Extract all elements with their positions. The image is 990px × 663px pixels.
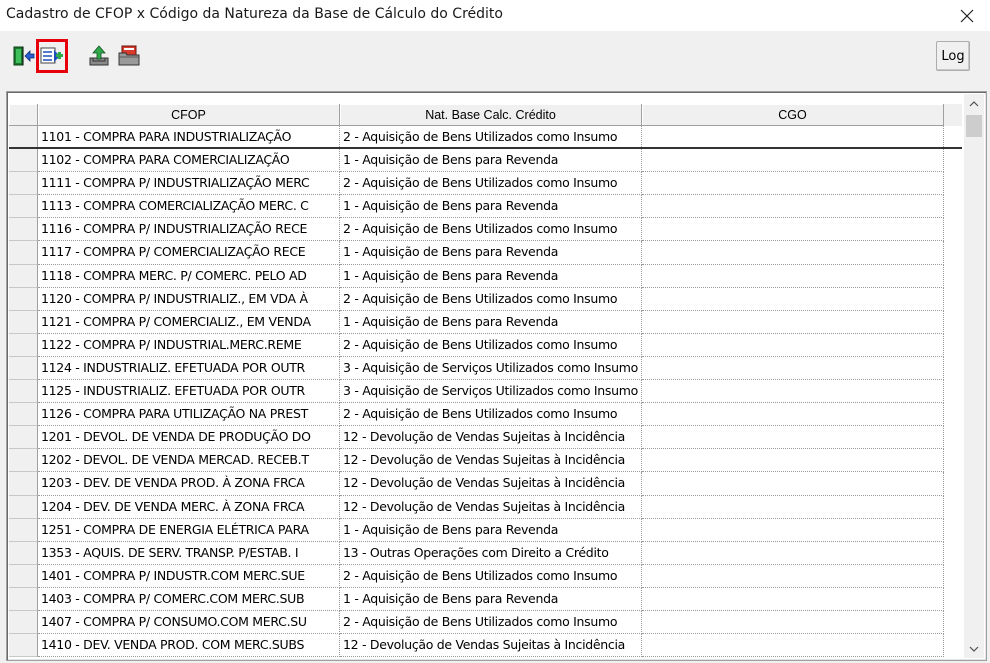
row-indicator[interactable] [9,288,38,311]
cell-nat-base[interactable]: 1 - Aquisição de Bens para Revenda [340,149,642,172]
cell-cfop[interactable]: 1201 - DEVOL. DE VENDA DE PRODUÇÃO DO [38,426,340,449]
cell-cfop[interactable]: 1120 - COMPRA P/ INDUSTRIALIZ., EM VDA À [38,288,340,311]
add-record-icon [40,45,64,67]
cell-cfop[interactable]: 1101 - COMPRA PARA INDUSTRIALIZAÇÃO [38,126,340,147]
row-indicator[interactable] [9,472,38,495]
cell-cfop[interactable]: 1118 - COMPRA MERC. P/ COMERC. PELO AD [38,265,340,288]
row-indicator[interactable] [9,634,38,657]
cell-cfop[interactable]: 1122 - COMPRA P/ INDUSTRIAL.MERC.REME [38,334,340,357]
column-header-cgo[interactable]: CGO [642,104,944,126]
cell-nat-base[interactable]: 2 - Aquisição de Bens Utilizados como Insumo [340,126,642,147]
cell-cgo[interactable] [642,380,944,403]
table-row[interactable] [9,380,962,403]
cell-nat-base[interactable]: 13 - Outras Operações com Direito a Crédito [340,542,642,565]
cell-nat-base[interactable]: 12 - Devolução de Vendas Sujeitas à Incidência [340,449,642,472]
cell-cgo[interactable] [642,496,944,519]
row-indicator[interactable] [9,265,38,288]
table-row[interactable] [9,588,962,611]
cell-cgo[interactable] [642,288,944,311]
cell-cfop[interactable]: 1202 - DEVOL. DE VENDA MERCAD. RECEB.T [38,449,340,472]
grid-table [9,104,962,657]
cell-cfop[interactable]: 1121 - COMPRA P/ COMERCIALIZ., EM VENDA [38,311,340,334]
grid-body [9,126,962,657]
cell-nat-base[interactable]: 2 - Aquisição de Bens Utilizados como Insumo [340,565,642,588]
cell-cgo[interactable] [642,542,944,565]
open-folder-icon [117,44,141,68]
row-indicator[interactable] [9,403,38,426]
row-indicator[interactable] [9,218,38,241]
row-indicator[interactable] [9,172,38,195]
column-header-nat-base[interactable]: Nat. Base Calc. Crédito [340,104,642,126]
row-indicator-header [9,104,38,126]
table-row[interactable] [9,542,962,565]
table-row[interactable] [9,611,962,634]
cell-cfop[interactable]: 1407 - COMPRA P/ CONSUMO.COM MERC.SU [38,611,340,634]
window-title: Cadastro de CFOP x Código da Natureza da Base de Cálculo do Crédito [6,6,503,22]
cell-nat-base[interactable]: 2 - Aquisição de Bens Utilizados como Insumo [340,403,642,426]
table-row[interactable] [9,449,962,472]
cell-nat-base[interactable]: 2 - Aquisição de Bens Utilizados como Insumo [340,611,642,634]
cell-cgo[interactable] [642,195,944,218]
row-indicator[interactable] [9,519,38,542]
table-row[interactable] [9,311,962,334]
cell-cgo[interactable] [642,426,944,449]
table-row[interactable] [9,357,962,380]
row-indicator[interactable] [9,542,38,565]
cell-cgo[interactable] [642,449,944,472]
cell-nat-base[interactable]: 2 - Aquisição de Bens Utilizados como Insumo [340,334,642,357]
grid-header [9,104,962,126]
cell-cfop[interactable]: 1401 - COMPRA P/ INDUSTR.COM MERC.SUE [38,565,340,588]
cell-cgo[interactable] [642,357,944,380]
table-row[interactable] [9,172,962,195]
close-icon [960,9,974,23]
exit-button[interactable] [11,42,37,70]
scroll-down-icon [969,646,979,652]
vertical-scrollbar[interactable] [964,94,984,658]
cell-cgo[interactable] [642,218,944,241]
close-button[interactable] [944,0,990,31]
cell-cfop[interactable]: 1203 - DEV. DE VENDA PROD. À ZONA FRCA [38,472,340,495]
cell-cfop[interactable]: 1113 - COMPRA COMERCIALIZAÇÃO MERC. C [38,195,340,218]
row-indicator[interactable] [9,149,38,172]
cell-nat-base[interactable]: 2 - Aquisição de Bens Utilizados como Insumo [340,172,642,195]
table-row[interactable] [9,634,962,657]
import-button[interactable] [86,42,112,70]
cell-nat-base[interactable]: 12 - Devolução de Vendas Sujeitas à Incidência [340,426,642,449]
cell-nat-base[interactable]: 12 - Devolução de Vendas Sujeitas à Incidência [340,634,642,657]
row-indicator[interactable] [9,126,38,147]
cell-cgo[interactable] [642,634,944,657]
column-header-cfop[interactable]: CFOP [38,104,340,126]
cell-cgo[interactable] [642,611,944,634]
title-bar [0,0,990,31]
cell-cgo[interactable] [642,126,944,147]
cell-nat-base[interactable]: 3 - Aquisição de Serviços Utilizados como Insumo [340,357,642,380]
table-row[interactable] [9,241,962,264]
cell-cfop[interactable]: 1111 - COMPRA P/ INDUSTRIALIZAÇÃO MERC [38,172,340,195]
table-row[interactable] [9,519,962,542]
cell-cgo[interactable] [642,472,944,495]
table-row[interactable] [9,403,962,426]
cell-cgo[interactable] [642,334,944,357]
row-indicator[interactable] [9,496,38,519]
cell-cfop[interactable]: 1126 - COMPRA PARA UTILIZAÇÃO NA PREST [38,403,340,426]
cell-cgo[interactable] [642,519,944,542]
row-indicator[interactable] [9,311,38,334]
scroll-up-button[interactable] [964,94,984,113]
cell-nat-base[interactable]: 1 - Aquisição de Bens para Revenda [340,311,642,334]
cell-cgo[interactable] [642,565,944,588]
add-record-button[interactable] [39,42,65,70]
cell-cfop[interactable]: 1403 - COMPRA P/ COMERC.COM MERC.SUB [38,588,340,611]
cell-nat-base[interactable]: 2 - Aquisição de Bens Utilizados como Insumo [340,218,642,241]
scroll-thumb[interactable] [966,115,982,137]
exit-door-icon [12,44,36,68]
table-row[interactable] [9,565,962,588]
cell-cfop[interactable]: 1251 - COMPRA DE ENERGIA ELÉTRICA PARA [38,519,340,542]
cell-nat-base[interactable]: 1 - Aquisição de Bens para Revenda [340,195,642,218]
table-row[interactable] [9,265,962,288]
cell-cgo[interactable] [642,588,944,611]
cell-cfop[interactable]: 1353 - AQUIS. DE SERV. TRANSP. P/ESTAB. I [38,542,340,565]
cell-cfop[interactable]: 1124 - INDUSTRIALIZ. EFETUADA POR OUTR [38,357,340,380]
cell-cfop[interactable]: 1102 - COMPRA PARA COMERCIALIZAÇÃO [38,149,340,172]
cell-cgo[interactable] [642,149,944,172]
cell-nat-base[interactable]: 1 - Aquisição de Bens para Revenda [340,241,642,264]
table-row[interactable] [9,472,962,495]
row-indicator[interactable] [9,611,38,634]
cell-cfop[interactable]: 1410 - DEV. VENDA PROD. COM MERC.SUBS [38,634,340,657]
table-row[interactable] [9,288,962,311]
scroll-up-icon [969,101,979,107]
cell-cgo[interactable] [642,403,944,426]
row-indicator[interactable] [9,195,38,218]
row-indicator[interactable] [9,565,38,588]
cell-nat-base[interactable]: 12 - Devolução de Vendas Sujeitas à Incidência [340,472,642,495]
row-indicator[interactable] [9,357,38,380]
cell-nat-base[interactable]: 3 - Aquisição de Serviços Utilizados como Insumo [340,380,642,403]
row-indicator[interactable] [9,334,38,357]
cfop-grid[interactable] [6,91,987,661]
scroll-down-button[interactable] [964,639,984,658]
table-row[interactable] [9,149,962,172]
cell-cfop[interactable]: 1125 - INDUSTRIALIZ. EFETUADA POR OUTR [38,380,340,403]
row-indicator[interactable] [9,241,38,264]
cell-cfop[interactable]: 1116 - COMPRA P/ INDUSTRIALIZAÇÃO RECE [38,218,340,241]
cell-cgo[interactable] [642,265,944,288]
cell-cgo[interactable] [642,311,944,334]
table-row[interactable] [9,195,962,218]
log-button[interactable]: Log [936,41,970,71]
table-row[interactable] [9,496,962,519]
row-indicator[interactable] [9,449,38,472]
cell-cgo[interactable] [642,172,944,195]
table-row[interactable] [9,426,962,449]
open-button[interactable] [116,42,142,70]
table-row[interactable] [9,218,962,241]
table-row[interactable] [9,126,962,149]
cell-cfop[interactable]: 1204 - DEV. DE VENDA MERC. À ZONA FRCA [38,496,340,519]
cell-nat-base[interactable]: 12 - Devolução de Vendas Sujeitas à Incidência [340,496,642,519]
row-indicator[interactable] [9,380,38,403]
window-body [0,31,990,663]
cell-nat-base[interactable]: 2 - Aquisição de Bens Utilizados como Insumo [340,288,642,311]
row-indicator[interactable] [9,588,38,611]
row-indicator[interactable] [9,426,38,449]
cell-nat-base[interactable]: 1 - Aquisição de Bens para Revenda [340,588,642,611]
cell-nat-base[interactable]: 1 - Aquisição de Bens para Revenda [340,265,642,288]
cell-cfop[interactable]: 1117 - COMPRA P/ COMERCIALIZAÇÃO RECE [38,241,340,264]
cell-cgo[interactable] [642,241,944,264]
cell-nat-base[interactable]: 1 - Aquisição de Bens para Revenda [340,519,642,542]
table-row[interactable] [9,334,962,357]
import-upload-icon [87,44,111,68]
